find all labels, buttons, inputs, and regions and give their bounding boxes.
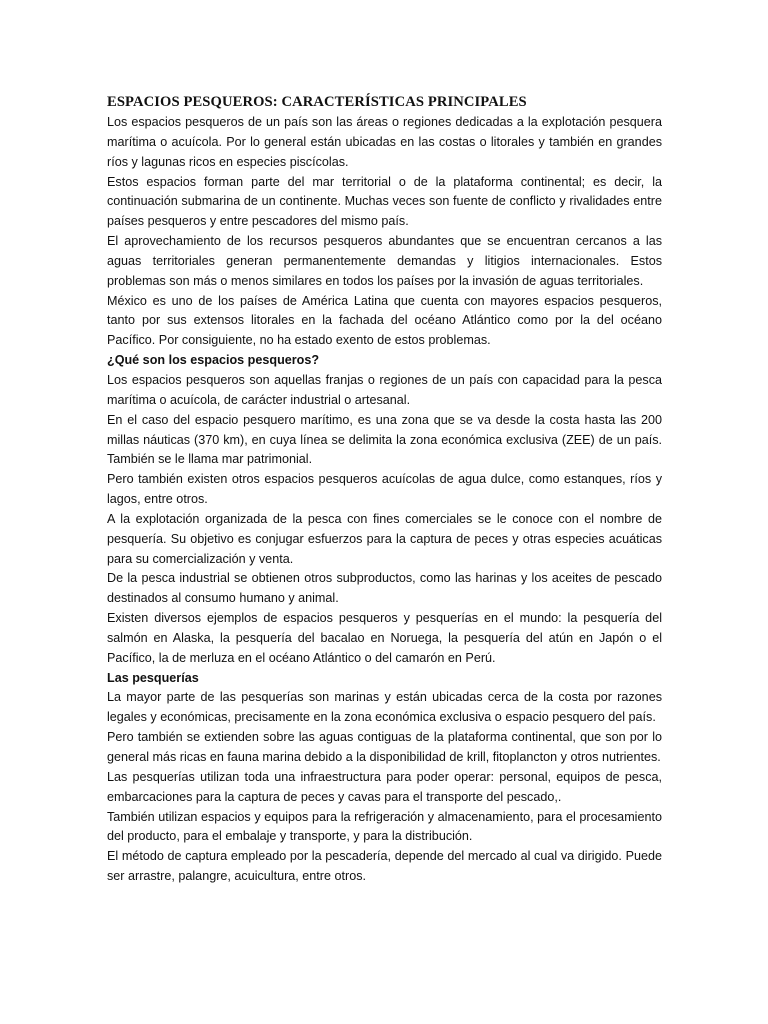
paragraph-4: México es uno de los países de América Latina que cuenta con mayores espacios pesqueros, tanto por sus extensos litorales en la fachada del océano Atlántico como por la del océano Pacífico. Por consiguiente, no ha estado exento de estos problemas. — [107, 293, 662, 348]
paragraph-11: La mayor parte de las pesquerías son marinas y están ubicadas cerca de la costa por razones legales y económicas, precisamente en la zona económica exclusiva o espacio pesquero del país. — [107, 690, 662, 725]
paragraph-3: El aprovechamiento de los recursos pesqueros abundantes que se encuentran cercanos a las aguas territoriales generan permanentemente demandas y litigios internacionales. Estos problemas son más o menos similares en todos los países por la invasión de aguas territoriales. — [107, 234, 662, 288]
paragraph-2: Estos espacios forman parte del mar territorial o de la plataforma continental; es decir, la continuación submarina de un continente. Muchas veces son fuente de conflicto y rivalidades entre países pesqueros y entre pescadores del mismo país. — [107, 174, 662, 229]
document-title: ESPACIOS PESQUEROS: CARACTERÍSTICAS PRINCIPALES — [107, 94, 527, 110]
document-page — [107, 92, 662, 887]
section-heading-que-son: ¿Qué son los espacios pesqueros? — [107, 353, 320, 368]
paragraph-12: Pero también se extienden sobre las aguas contiguas de la plataforma continental, que son por lo general más ricas en fauna marina debido a la disponibilidad de krill, fitoplancton y otros nutrientes. — [107, 730, 662, 764]
paragraph-9: De la pesca industrial se obtienen otros subproductos, como las harinas y los aceites de pescado destinados al consumo humano y animal. — [107, 571, 662, 606]
paragraph-15: El método de captura empleado por la pescadería, depende del mercado al cual va dirigido. Puede ser arrastre, palangre, acuicultura, entre otros. — [107, 849, 662, 884]
paragraph-8: A la explotación organizada de la pesca con fines comerciales se le conoce con el nombre de pesquería. Su objetivo es conjugar esfuerzos para la captura de peces y otras especies acuáticas para su comercialización y venta. — [107, 511, 662, 566]
paragraph-13: Las pesquerías utilizan toda una infraestructura para poder operar: personal, equipos de pesca, embarcaciones para la captura de peces y cavas para el transporte del pescado,. — [107, 769, 662, 804]
paragraph-10: Existen diversos ejemplos de espacios pesqueros y pesquerías en el mundo: la pesquería del salmón en Alaska, la pesquería del bacalao en Noruega, la pesquería del atún en Japón o el Pacífico, la de merluza en el océano Atlántico o del camarón en Perú. — [107, 611, 662, 665]
section-heading-pesquerias: Las pesquerías — [107, 670, 199, 685]
paragraph-1: Los espacios pesqueros de un país son las áreas o regiones dedicadas a la explotación pesquera marítima o acuícola. Por lo general están ubicadas en las costas o litorales y también en grandes ríos y lagunas ricos en especies piscícolas. — [107, 115, 662, 169]
paragraph-6: En el caso del espacio pesquero marítimo, es una zona que se va desde la costa hasta las 200 millas náuticas (370 km), en cuya línea se delimita la zona económica exclusiva (ZEE) de un país. También se le llama mar patrimonial. — [107, 412, 662, 467]
paragraph-7: Pero también existen otros espacios pesqueros acuícolas de agua dulce, como estanques, ríos y lagos, entre otros. — [107, 472, 662, 507]
paragraph-5: Los espacios pesqueros son aquellas franjas o regiones de un país con capacidad para la pesca marítima o acuícola, de carácter industrial o artesanal. — [107, 372, 662, 407]
paragraph-14: También utilizan espacios y equipos para la refrigeración y almacenamiento, para el procesamiento del producto, para el embalaje y transporte, y para la distribución. — [107, 809, 662, 844]
